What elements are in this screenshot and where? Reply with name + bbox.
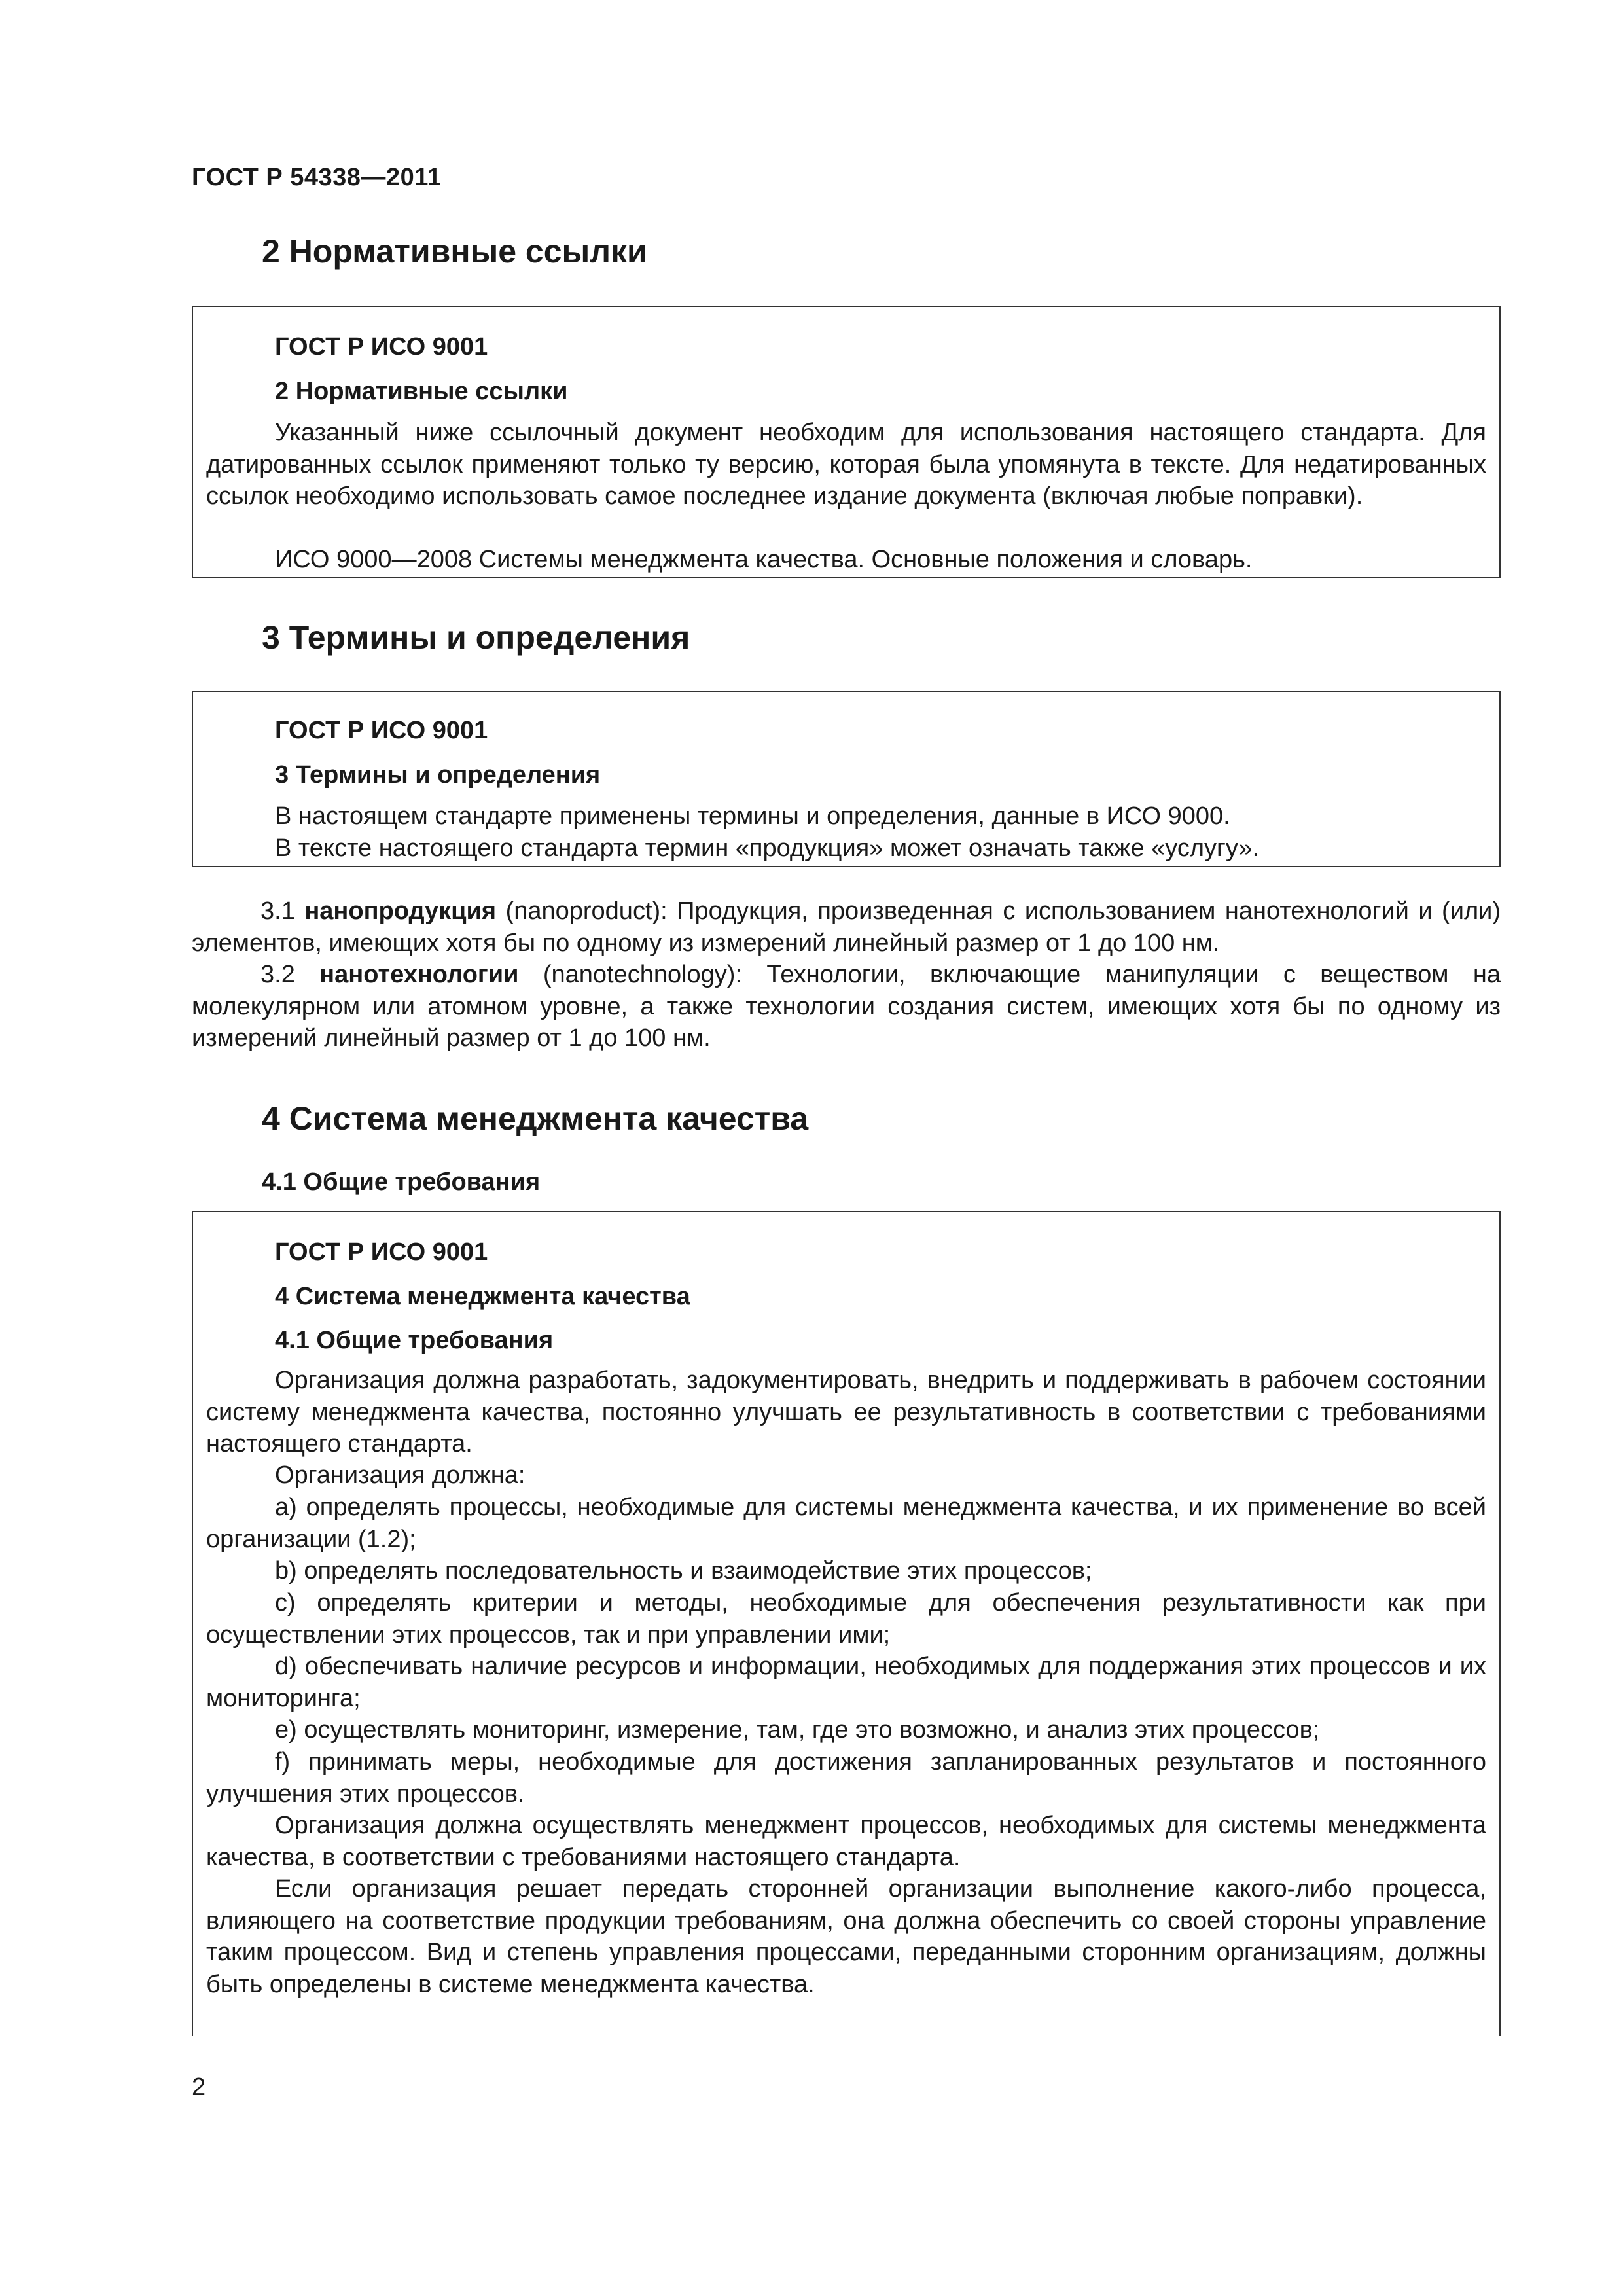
- box-paragraph: ИСО 9000—2008 Системы менеджмента качества. Основные положения и словарь.: [275, 546, 1253, 573]
- box-list-item: a) определять процессы, необходимые для системы менеджмента качества, и их применение во всей организации (1.2);: [206, 1494, 1486, 1553]
- box-standard-label: ГОСТ Р ИСО 9001: [275, 717, 488, 744]
- section-heading-2: 2 Нормативные ссылки: [262, 233, 647, 270]
- term-number: 3.2: [260, 961, 295, 988]
- box-subheading: 2 Нормативные ссылки: [275, 378, 568, 405]
- box-list-item: e) осуществлять мониторинг, измерение, там, где это возможно, и анализ этих процессов;: [275, 1716, 1320, 1744]
- term-name: нанотехнологии: [319, 961, 519, 988]
- box-list-item: f) принимать меры, необходимые для достижения запланированных результатов и постоянного улучшения этих процессов.: [206, 1748, 1486, 1808]
- box-subheading: 4 Система менеджмента качества: [275, 1283, 690, 1310]
- quote-box-normative-references: [192, 306, 1501, 578]
- box-paragraph: Организация должна разработать, задокументировать, внедрить и поддерживать в рабочем состоянии систему менеджмента качества, постоянно улучшать ее результативность в соответствии с требованиями настоящего стандарта.: [206, 1367, 1486, 1458]
- term-definition: [192, 959, 1501, 1054]
- box-subheading: 3 Термины и определения: [275, 761, 601, 789]
- term-name: нанопродукция: [304, 897, 497, 925]
- box-paragraph: Указанный ниже ссылочный документ необходим для использования настоящего стандарта. Для датированных ссылок применяют только ту версию, которая была упомянута в тексте. Для недатированных ссылок необходимо использовать самое последнее издание документа (включая любые поправки).: [206, 419, 1486, 510]
- box-standard-label: ГОСТ Р ИСО 9001: [275, 1238, 488, 1266]
- term-text: (nanotechnology): Технологии, включающие манипуляции с веществом на молекулярном или атомном уровне, а также технологии создания систем, имеющих хотя бы по одному из измерений линейный размер от 1 до 100 нм.: [192, 961, 1501, 1052]
- box-paragraph: Организация должна осуществлять менеджмент процессов, необходимых для системы менеджмента качества, в соответствии с требованиями настоящего стандарта.: [206, 1812, 1486, 1871]
- term-number: 3.1: [260, 897, 295, 925]
- box-paragraph: Если организация решает передать сторонней организации выполнение какого-либо процесса, влияющего на соответствие продукции требованиям, она должна обеспечить со своей стороны управление таким процессом. Вид и степень управления процессами, переданными сторонним организациям, должны быть определены в системе менеджмента качества.: [206, 1875, 1486, 1998]
- document-code: ГОСТ Р 54338—2011: [192, 164, 442, 191]
- box-subheading: 4.1 Общие требования: [275, 1327, 554, 1354]
- box-paragraph: В настоящем стандарте применены термины и определения, данные в ИСО 9000.: [275, 802, 1230, 830]
- quote-box-terms: [192, 691, 1501, 867]
- box-paragraph: Организация должна:: [275, 1462, 526, 1489]
- term-text: (nanoproduct): Продукция, произведенная с использованием нанотехнологий и (или) элементов, имеющих хотя бы по одному из измерений линейный размер от 1 до 100 нм.: [192, 897, 1501, 957]
- term-definition: [192, 895, 1501, 959]
- subsection-heading-4-1: 4.1 Общие требования: [262, 1168, 541, 1196]
- section-heading-3: 3 Термины и определения: [262, 619, 690, 656]
- box-list-item: b) определять последовательность и взаимодействие этих процессов;: [275, 1557, 1092, 1585]
- box-list-item: d) обеспечивать наличие ресурсов и информации, необходимых для поддержания этих процессов и их мониторинга;: [206, 1653, 1486, 1712]
- box-list-item: c) определять критерии и методы, необходимые для обеспечения результативности как при осуществлении этих процессов, так и при управлении ими;: [206, 1589, 1486, 1649]
- quote-box-qms: [192, 1211, 1501, 2036]
- page-number: 2: [192, 2073, 206, 2101]
- box-paragraph: В тексте настоящего стандарта термин «продукция» может означать также «услугу».: [275, 834, 1260, 862]
- box-standard-label: ГОСТ Р ИСО 9001: [275, 333, 488, 361]
- section-heading-4: 4 Система менеджмента качества: [262, 1100, 809, 1137]
